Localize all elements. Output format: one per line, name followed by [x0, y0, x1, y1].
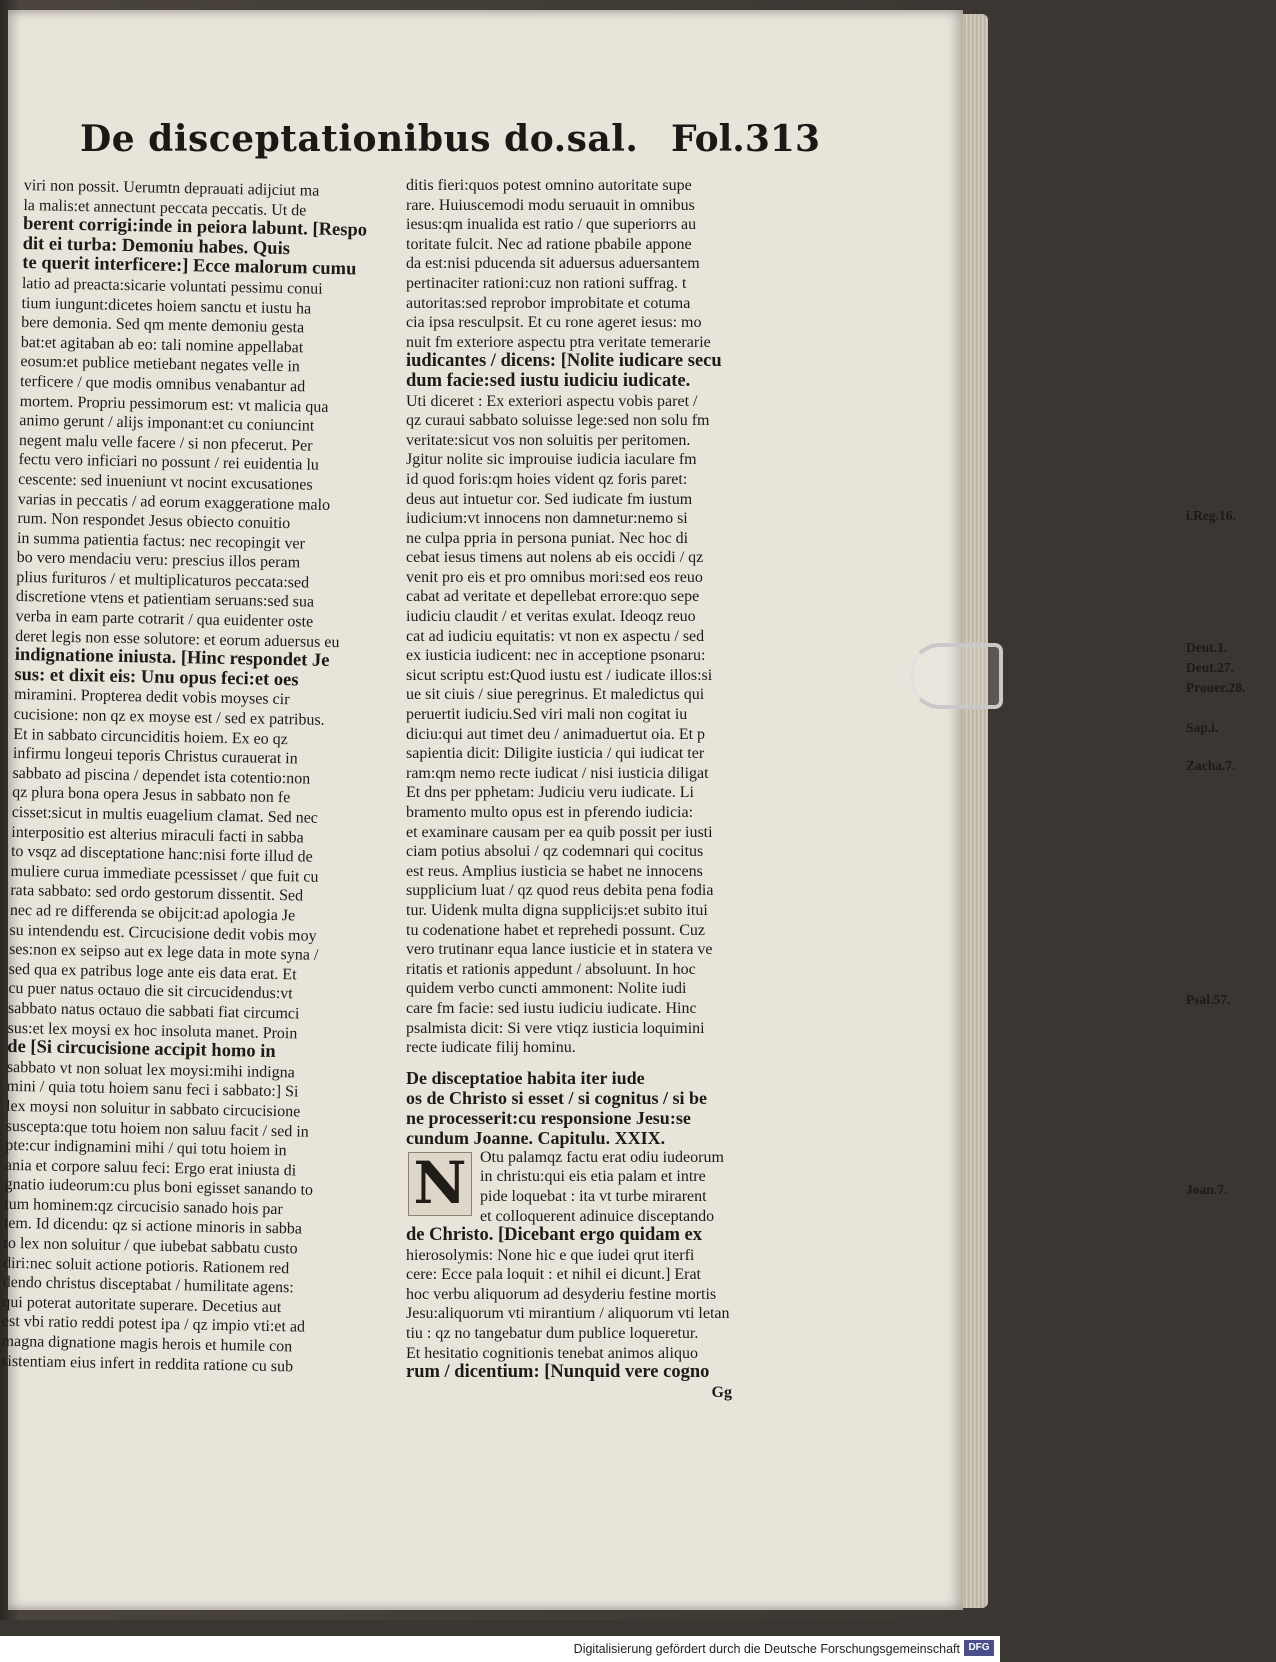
text-line: sapientia dicit: Diligite iusticia / qui iudicat ter	[406, 745, 705, 763]
text-line: ram:qm nemo recte iudicat / nisi iusticia diligat	[406, 764, 709, 782]
text-line: pertinaciter rationi:cuz non rationi suffrag. t	[406, 274, 687, 292]
text-line: sus: et dixit eis: Unu opus feci:et oes	[14, 664, 299, 691]
text-line: est reus. Amplius iusticia se habet ne innocens	[406, 862, 703, 880]
marginal-note: Sap.i.	[1186, 720, 1219, 735]
marginal-note: Deut.1.	[1186, 640, 1228, 655]
text-line: negent malu velle facere / si non pfecerut. Per	[18, 431, 313, 455]
text-line: gnatio iudeorum:cu plus boni egisset sanando to	[4, 1176, 314, 1200]
text-line: veritate:sicut vos non soluitis per peritomen.	[406, 431, 691, 449]
folio-number: Fol.313	[671, 118, 820, 160]
text-line: to lex non soluitur / que iubebat sabbatu custo	[3, 1234, 298, 1258]
text-line: et colloquerent adinuice disceptando	[480, 1207, 715, 1225]
text-line: sed qua ex patribus loge ante eis data erat. Et	[8, 960, 297, 984]
text-line: latio ad preacta:sicarie voluntati pessimu conui	[21, 274, 323, 298]
text-line: ditis fieri:quos potest omnino autoritate supe	[406, 177, 692, 194]
text-line: bo vero mendaciu veru: prescius illos peram	[16, 549, 301, 572]
text-line: cucisione: non qz ex moyse est / sed ex patribus.	[13, 705, 325, 729]
text-line: quidem verbo cuncti ammonent: Nolite iudi	[406, 980, 687, 998]
text-line: cundum Joanne. Capitulu. XXIX.	[406, 1127, 666, 1148]
dfg-logo: DFG	[964, 1640, 994, 1656]
text-line: lex moysi non soluitur in sabbato circucisione	[5, 1097, 301, 1121]
text-line: rata sabbato: sed ordo gestorum dissentit. Sed	[10, 882, 304, 905]
text-line: diri:nec soluit actione potioris. Rationem red	[2, 1254, 290, 1277]
page-edges	[963, 14, 988, 1608]
footer-bar	[0, 1636, 1000, 1662]
text-line: Jesu:aliquorum vti mirantium / aliquorum vti letan	[406, 1305, 730, 1323]
right-text-column	[406, 176, 1246, 1402]
funding-notice: Digitalisierung gefördert durch die Deutsche Forschungsgemeinschaft	[573, 1642, 960, 1656]
text-line: dit ei turba: Demoniu habes. Quis	[22, 233, 291, 259]
text-line: tium iungunt:dicetes hoiem sanctu et iustu ha	[21, 294, 312, 318]
text-line: bere demonia. Sed qm mente demoniu gesta	[21, 314, 305, 337]
text-line: ex iusticia iudicent: nec in acceptione psonaru:	[406, 647, 706, 665]
text-line: rum. Non respondet Jesus obiecto conuitio	[17, 510, 291, 533]
text-line: terficere / que modis omnibus venabantur ad	[19, 372, 306, 396]
right-column-top-text	[406, 176, 780, 1058]
text-line: discretione vtens et patientiam seruans:sed sua	[15, 588, 315, 612]
text-line: autoritas:sed reprobor improbitate et cotuma	[406, 294, 691, 312]
text-line: rum / dicentium: [Nunquid vere cogno	[406, 1362, 710, 1383]
text-line: pte:cur indignamini mihi / qui totu hoiem in	[5, 1136, 287, 1160]
text-line: hierosolymis: None hic e que iudei qrut iterfi	[406, 1246, 695, 1264]
text-line: os de Christo si esset / si cognitus / si be	[406, 1087, 708, 1108]
text-line: psalmista dicit: Si vere vtiqz iusticia loquimini	[406, 1019, 705, 1037]
text-line: ritatis et rationis appedunt / absoluunt. In hoc	[406, 960, 696, 978]
text-line: Otu palamqz factu erat odiu iudeorum	[480, 1148, 724, 1166]
text-line: sicut scriptu est:Quod iustu est / iudicate illos:si	[406, 666, 713, 684]
text-line: Et hesitatio cognitionis tenebat animos aliquo	[406, 1344, 698, 1362]
text-line: cu puer natus octauo die sit circucidendus:vt	[8, 980, 293, 1003]
text-line: Jgitur nolite sic improuise iudicia iaculare fm	[406, 451, 697, 469]
text-line: recte iudicate filij hominu.	[406, 1039, 576, 1057]
text-line: iudicantes / dicens: [Nolite iudicare secu	[406, 351, 722, 372]
marginal-note: i.Reg.16.	[1186, 508, 1236, 523]
text-line: bat:et agitaban ab eo: tali nomine appellabat	[20, 333, 304, 357]
text-line: varias in peccatis / ad eorum exaggeratione malo	[17, 490, 331, 514]
chapter-heading	[406, 1068, 780, 1148]
text-line: da est:nisi pducenda sit aduersus aduersantem	[406, 255, 700, 273]
text-line: tur. Uidenk multa digna supplicijs:et subito itui	[406, 901, 708, 919]
text-line: interpositio est alterius miraculi facti in sabba	[11, 823, 304, 847]
text-line: bramento multo opus est in pferendo iudicia:	[406, 804, 694, 821]
text-line: indignatione iniusta. [Hinc respondet Je	[14, 645, 330, 672]
text-line: ne culpa ppria in persona puniat. Nec hoc di	[406, 529, 689, 547]
marginal-note: Joan.7.	[1186, 1182, 1228, 1197]
text-line: nec ad re differenda se obijcit:ad apologia Je	[9, 901, 296, 925]
text-line: sabbato vt non soluat lex moysi:mihi indigna	[6, 1058, 295, 1082]
text-line: iudiciu claudit / et veritas exulat. Ideoqz reuo	[406, 608, 696, 626]
text-line: cat ad iudiciu equitatis: vt non ex aspectu / sed	[406, 627, 705, 645]
text-line: toritate fulcit. Nec ad ratione pbabile appone	[406, 235, 692, 253]
text-line: pide loquebat : ita vt turbe mirarent	[480, 1187, 707, 1205]
text-line: in christu:qui eis etia palam et intre	[480, 1168, 706, 1186]
text-line: deret legis non esse solutore: et eorum aduersus eu	[15, 627, 340, 651]
text-line: deus aut intuetur cor. Sed iudicate fm iustum	[406, 490, 693, 508]
marginal-note: Zacha.7.	[1186, 758, 1236, 773]
text-line: ne processerit:cu responsione Jesu:se	[406, 1107, 691, 1128]
text-line: dendo christus disceptabat / humilitate agens:	[2, 1274, 294, 1297]
text-line: cescente: sed inueniunt vt nocint excusationes	[18, 470, 313, 494]
text-line: venit pro eis et pro omnibus mori:sed eos reuo	[406, 568, 703, 586]
text-line: Uti diceret : Ex exteriori aspectu vobis paret /	[406, 392, 698, 410]
text-line: iesus:qm inualida est ratio / que superiorrs au	[406, 216, 697, 234]
text-line: cabat ad veritate et depellebat errore:quo sepe	[406, 588, 700, 606]
text-line: magna dignatione magis herois et humile con	[1, 1332, 293, 1356]
page-header	[80, 118, 820, 170]
text-line: eosum:et publice metiebant negates velle in	[20, 353, 301, 376]
decorated-initial: N	[408, 1152, 472, 1216]
paper-clip	[910, 643, 1003, 709]
text-line: cere: Ecce pala loquit : et nihil ei dicunt.] Erat	[406, 1266, 701, 1284]
text-line: cia ipsa resculpsit. Et cu rone ageret iesus: mo	[406, 314, 702, 332]
text-line: peruertit iudiciu.Sed viri mali non cogitat iu	[406, 706, 688, 724]
text-line: tu codenatione habet et reprehedi possunt. Cuz	[406, 921, 706, 939]
text-line: suscepta:que totu hoiem non saluu facit / sed in	[5, 1117, 309, 1141]
running-title: De disceptationibus do.sal.	[80, 118, 639, 160]
text-line: et examinare causam per ea quib possit per iusti	[406, 823, 713, 841]
text-line: su intendendu est. Circucisione dedit vobis moy	[9, 921, 317, 945]
text-line: est vbi ratio reddi potest ipa / qz impio vti:et ad	[1, 1313, 306, 1337]
text-line: sabbato ad piscina / dependet ista cotentio:non	[12, 764, 311, 788]
left-text-column	[1, 176, 390, 1378]
text-line: cebat iesus timens aut nolens ab eis occidi / qz	[406, 549, 704, 567]
text-line: mini / quia totu hoiem sanu feci i sabbato:] Si	[6, 1078, 299, 1101]
document-page	[1, 10, 1246, 1610]
text-line: cisset:sicut in multis euagelium clamat. Sed nec	[11, 803, 319, 827]
text-line: qz plura bona opera Jesus in sabbato non fe	[11, 784, 291, 807]
text-line: rare. Huiuscemodi modu seruauit in omnibus	[406, 196, 695, 214]
text-line: berent corrigi:inde in peiora labunt. [Respo	[22, 214, 368, 241]
text-line: hoc verbu aliquorum ad desyderiu festine mortis	[406, 1285, 717, 1303]
text-line: viri non possit. Uerumtn deprauati adijciut ma	[23, 176, 320, 200]
text-line: tem. Id dicendu: qz si actione minoris in sabba	[3, 1215, 303, 1238]
text-line: miramini. Propterea dedit vobis moyses cir	[13, 686, 290, 709]
text-line: fectu vero inficiari no possunt / rei euidentia lu	[18, 451, 320, 475]
text-line: nuit fm exteriore aspectu ptra veritate temerarie	[406, 333, 711, 351]
marginal-note: Prouer.28.	[1186, 680, 1246, 695]
text-line: to vsqz ad disceptatione hanc:nisi forte illud de	[10, 843, 313, 866]
text-line: tum hominem:qz circucisio sanado hois par	[4, 1195, 283, 1219]
text-line: muliere curua immediate pcessisset / que fuit cu	[10, 862, 319, 886]
catchword: Gg	[711, 1383, 732, 1401]
text-line: te querit interficere:] Ecce malorum cumu	[22, 253, 357, 280]
text-line: ciam potius absolui / qz codemnari qui cocitus	[406, 843, 704, 861]
text-line: sus:et lex moysi ex hoc insoluta manet. Proin	[7, 1019, 298, 1042]
text-line: diciu:qui aut timet deu / animaduertut oia. Et p	[406, 725, 706, 743]
chapter-opening	[406, 1148, 780, 1383]
text-line: De disceptatioe habita iter iude	[406, 1067, 645, 1088]
text-line: Et in sabbato circunciditis hoiem. Ex eo qz	[13, 725, 288, 748]
text-line: ue sit ciuis / siue peregrinus. Et maledictus qui	[406, 686, 705, 704]
text-line: ania et corpore saluu feci: Ergo erat iniusta di	[4, 1156, 297, 1180]
text-line: ses:non ex seipso aut ex lege data in mote syna /	[8, 941, 319, 964]
text-line: plius furituros / et multiplicaturos peccata:sed	[16, 568, 310, 592]
text-line: Et dns per pphetam: Judiciu veru iudicate. Li	[406, 784, 694, 802]
text-line: id quod foris:qm hoies vident qz foris paret:	[406, 470, 688, 488]
marginal-note: Deut.27.	[1186, 660, 1234, 675]
text-line: qz curaui sabbato soluisse lege:sed non solu fm	[406, 412, 710, 430]
text-line: vero trutinanr equa lance iusticie et in statera ve	[406, 941, 713, 959]
text-line: de Christo. [Dicebant ergo quidam ex	[406, 1225, 702, 1246]
text-line: verba in eam parte cotrarit / qua euidenter oste	[15, 607, 314, 631]
text-line: qui poterat autoritate superare. Decetius aut	[2, 1293, 282, 1316]
marginal-note: Psal.57.	[1186, 992, 1231, 1007]
text-line: mortem. Propriu pessimorum est: vt malicia qua	[19, 392, 329, 416]
text-line: tiu : qz no tangebatur dum publice loqueretur.	[406, 1325, 699, 1343]
text-line: de [Si circucisione accipit homo in	[7, 1036, 276, 1063]
text-line: sabbato natus octauo die sabbati fiat circumci	[7, 999, 300, 1023]
text-line: la malis:et annectunt peccata peccatis. Ut de	[23, 196, 307, 220]
text-line: dum facie:sed iustu iudiciu iudicate.	[406, 370, 691, 391]
text-line: care fm facie: sed iustu iudiciu iudicate. Hinc	[406, 999, 697, 1017]
text-line: in summa patientia factus: nec recopingit ver	[16, 529, 306, 553]
text-line: sistentiam eius infert in reddita ratione cu sub	[1, 1352, 294, 1376]
text-line: supplicium luat / qz quod reus debita pena fodia	[406, 882, 714, 900]
text-line: infirmu longeui teporis Christus curauerat in	[12, 745, 298, 768]
text-line: animo gerunt / alijs imponant:et cu coniuncint	[19, 412, 315, 435]
text-line: iudicium:vt innocens non damnetur:nemo si	[406, 510, 688, 528]
